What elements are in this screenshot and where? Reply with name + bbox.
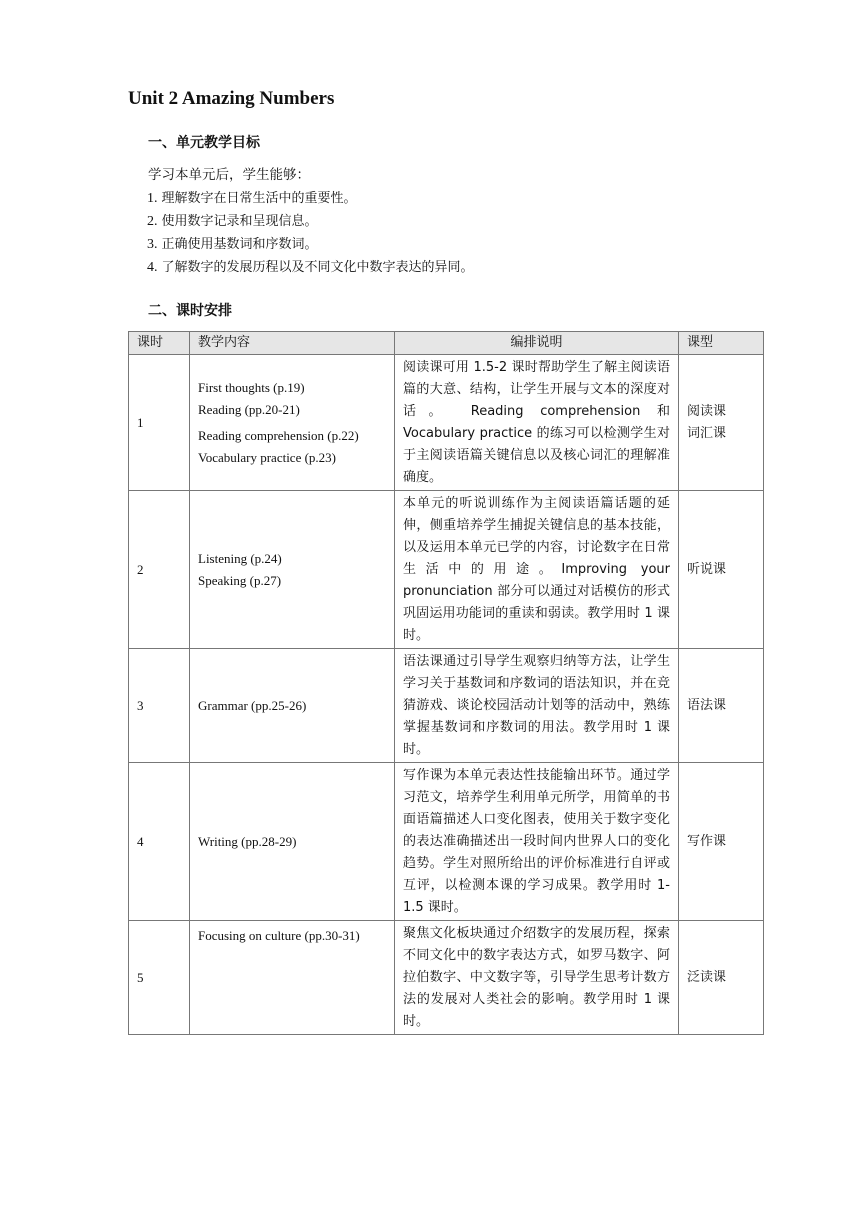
lesson-description: 语法课通过引导学生观察归纳等方法，让学生学习关于基数词和序数词的语法知识，并在竞猜游戏、谈论校园活动计划等的活动中，熟练掌握基数词和序数词的用法。教学用时 1 课时。: [395, 649, 679, 763]
lesson-content: [190, 355, 395, 491]
lesson-type: [679, 491, 764, 649]
goal-item: [147, 187, 357, 207]
goal-text: 使用数字记录和呈现信息。: [161, 214, 318, 229]
type-line: 语法课: [687, 697, 727, 713]
type-line: 泛读课: [687, 969, 727, 985]
lesson-schedule-table: [128, 331, 764, 1035]
lesson-type: [679, 355, 764, 491]
header-lesson: 课时: [129, 332, 190, 355]
type-line: 阅读课: [687, 403, 727, 419]
lesson-description: 阅读课可用 1.5-2 课时帮助学生了解主阅读语篇的大意、结构，让学生开展与文本的深度对话。 Reading comprehension 和 Vocabulary practice 的练习可以检测学生对于主阅读语篇关键信息以及核心词汇的理解准确度。: [395, 355, 679, 491]
content-line: Vocabulary practice (p.23): [198, 449, 337, 465]
goal-text: 理解数字在日常生活中的重要性。: [161, 191, 357, 206]
goal-number: 1.: [147, 191, 158, 206]
content-line: Listening (p.24): [198, 550, 282, 566]
lesson-number: 5: [129, 921, 190, 1035]
table-row: [129, 355, 764, 491]
content-line: Focusing on culture (pp.30-31): [198, 928, 360, 943]
goal-text: 了解数字的发展历程以及不同文化中数字表达的异同。: [161, 260, 474, 275]
lesson-content: [190, 649, 395, 763]
content-line: Grammar (pp.25-26): [198, 697, 307, 713]
table-row: [129, 921, 764, 1035]
lesson-type: [679, 763, 764, 921]
goal-number: 3.: [147, 237, 158, 252]
content-line: Reading comprehension (p.22): [198, 427, 359, 443]
table-row: [129, 491, 764, 649]
lesson-content: [190, 763, 395, 921]
lesson-description: 本单元的听说训练作为主阅读语篇话题的延伸，侧重培养学生捕捉关键信息的基本技能，以及运用本单元已学的内容，讨论数字在日常生活中的用途。Improving your pronunciation 部分可以通过对话模仿的形式巩固运用功能词的重读和弱读。教学用时 1 课时。: [395, 491, 679, 649]
table-row: [129, 763, 764, 921]
header-description: 编排说明: [395, 332, 679, 355]
content-line: Writing (pp.28-29): [198, 833, 297, 849]
goal-number: 2.: [147, 214, 158, 229]
content-line: Speaking (p.27): [198, 572, 282, 588]
table-row: [129, 649, 764, 763]
goal-number: 4.: [147, 260, 158, 275]
lesson-type: [679, 921, 764, 1035]
goal-text: 正确使用基数词和序数词。: [161, 237, 318, 252]
goal-item: [147, 256, 474, 276]
lesson-number: 2: [129, 491, 190, 649]
type-line: 听说课: [687, 561, 727, 577]
lesson-content: [190, 921, 395, 1035]
content-line: Reading (pp.20-21): [198, 401, 300, 417]
lesson-number: 4: [129, 763, 190, 921]
section-heading-schedule: 二、课时安排: [148, 303, 232, 319]
header-content: 教学内容: [190, 332, 395, 355]
lesson-description: 聚焦文化板块通过介绍数字的发展历程，探索不同文化中的数字表达方式，如罗马数字、阿拉伯数字、中文数字等，引导学生思考计数方法的发展对人类社会的影响。教学用时 1 课时。: [395, 921, 679, 1035]
goal-item: [147, 210, 318, 230]
lesson-number: 1: [129, 355, 190, 491]
type-line: 写作课: [687, 833, 727, 849]
lesson-number: 3: [129, 649, 190, 763]
table-header-row: [129, 332, 764, 355]
lesson-type: [679, 649, 764, 763]
header-type: 课型: [679, 332, 764, 355]
goals-intro: 学习本单元后，学生能够：: [148, 167, 310, 183]
type-line: 词汇课: [687, 425, 727, 441]
lesson-description: 写作课为本单元表达性技能输出环节。通过学习范文，培养学生利用单元所学，用简单的书面语篇描述人口变化图表，使用关于数字变化的表达准确描述出一段时间内世界人口的变化趋势。学生对照所给出的评价标准进行自评或互评，以检测本课的学习成果。教学用时 1-1.5 课时。: [395, 763, 679, 921]
unit-title: Unit 2 Amazing Numbers: [128, 88, 335, 109]
content-line: First thoughts (p.19): [198, 379, 305, 395]
lesson-content: [190, 491, 395, 649]
goal-item: [147, 233, 318, 253]
section-heading-goals: 一、单元教学目标: [148, 135, 260, 151]
